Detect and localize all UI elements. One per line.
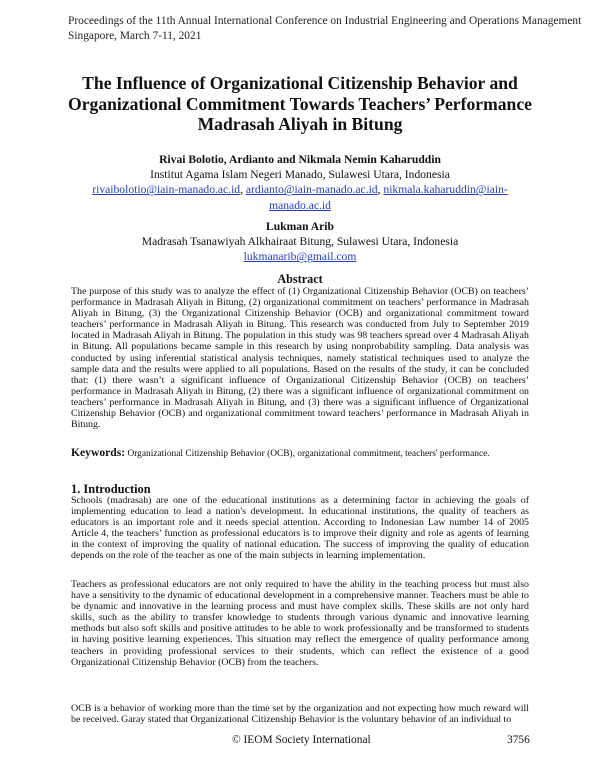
keywords (71, 447, 541, 460)
author-names-1: Rivai Bolotio, Ardianto and Nikmala Nemin Kaharuddin (159, 153, 441, 166)
page-number: 3756 (507, 734, 530, 746)
email-link[interactable]: rivaibolotio@iain-manado.ac.id (92, 183, 241, 197)
author-affiliation-1: Institut Agama Islam Negeri Manado, Sulawesi Utara, Indonesia (150, 168, 450, 182)
footer-copyright: © IEOM Society International (232, 734, 371, 746)
paragraph: OCB is a behavior of working more than the time set by the organization and not expecting how much reward will be received. Garay stated that Organizational Citizenship Behavior is the voluntary behavior of an individual to (71, 703, 529, 726)
keywords-text: Organizational Citizenship Behavior (OCB), organizational commitment, teachers' performance. (127, 449, 490, 459)
paragraph: Schools (madrasah) are one of the educational institutions as a determining factor in achieving the goals of implementing education to lead a nation's development. In educational institutions, the quality of teachers as educators is an important role and it needs special attention. According to Indonesian Law number 14 of 2005 Article 4, the teachers’ function as professional educators is to improve their dignity and role as agents of learning in the context of improving the quality of national education. The success of improving the quality of education depends on the role of the teacher as one of the main subjects in learning implementation. (71, 495, 529, 562)
section-heading: 1. Introduction (71, 482, 151, 496)
paper-title: The Influence of Organizational Citizenship Behavior and Organizational Commitment Towards Teachers’ Performance Madrasah Aliyah in Bitung (68, 73, 532, 134)
header-line-2: Singapore, March 7-11, 2021 (68, 30, 202, 42)
email-link[interactable]: nikmala.kaharuddin@iain-manado.ac.id (269, 183, 508, 212)
author-block-2 (40, 219, 560, 265)
author-affiliation-2: Madrasah Tsanawiyah Alkhairaat Bitung, Sulawesi Utara, Indonesia (141, 235, 459, 249)
author-block-1 (40, 152, 560, 213)
abstract-text: The purpose of this study was to analyze the effect of (1) Organizational Citizenship Behavior (OCB) on teachers’ performance in Madrasah Aliyah in Bitung, (2) organizational commitment on teachers’ performance in Madrasah Aliyah in Bitung, (3) the Organizational Citizenship Behavior (OCB) and organizational commitment toward teachers’ performance in Madrasah Aliyah in Bitung. This research was conducted from July to September 2019 located in Madrasah Aliyah in Bitung. The population in this study was 98 teachers spread over 4 Madrasah Aliyah in Bitung. All populations became sample in this research by using nonprobability sampling. Data analysis was conducted by using inferential statistical analysis techniques, namely statistical techniques used to analyze the sample data and the results were applied to all populations. Based on the results of the study, it can be concluded that: (1) there wasn’t a significant influence of Organizational Citizenship Behavior (OCB) on teachers’ performance in Madrasah Aliyah in Bitung, (2) there was a significant influence of organizational commitment on teachers’ performance in Madrasah Aliyah in Bitung, and (3) there was a significant influence of Organizational Citizenship Behavior (OCB) and organizational commitment toward teachers’ performance in Madrasah Aliyah in Bitung. (71, 286, 529, 431)
author-names-2: Lukman Arib (266, 220, 334, 233)
paragraph: Teachers as professional educators are not only required to have the ability in the teaching process but must also have a sensitivity to the dynamic of educational development in a comprehensive manner. Teachers must be able to be dynamic and innovative in the learning process and must have complex skills. These skills are not only hard skills, such as the ability to transfer knowledge to students through various dynamic and innovative learning methods but also soft skills and positive attitudes to be able to work professionally and be transformed to students in having positive learning experiences. This situation may reflect the emergence of quality performance among teachers in providing professional services to their students, which can reflect the existence of a good Organizational Citizenship Behavior (OCB) from the teachers. (71, 579, 529, 668)
keywords-label: Keywords: (71, 446, 126, 459)
abstract-heading: Abstract (277, 272, 323, 286)
email-link[interactable]: ardianto@iain-manado.ac.id (245, 183, 378, 197)
header-line-1: Proceedings of the 11th Annual International Conference on Industrial Engineering and Operations Management (68, 15, 582, 27)
email-link[interactable]: lukmanarib@gmail.com (243, 250, 357, 264)
proceedings-header (68, 14, 588, 44)
author-emails-1: rivaibolotio@iain-manado.ac.id, ardianto@iain-manado.ac.id, nikmala.kaharuddin@iain-manado.ac.id (92, 183, 508, 212)
